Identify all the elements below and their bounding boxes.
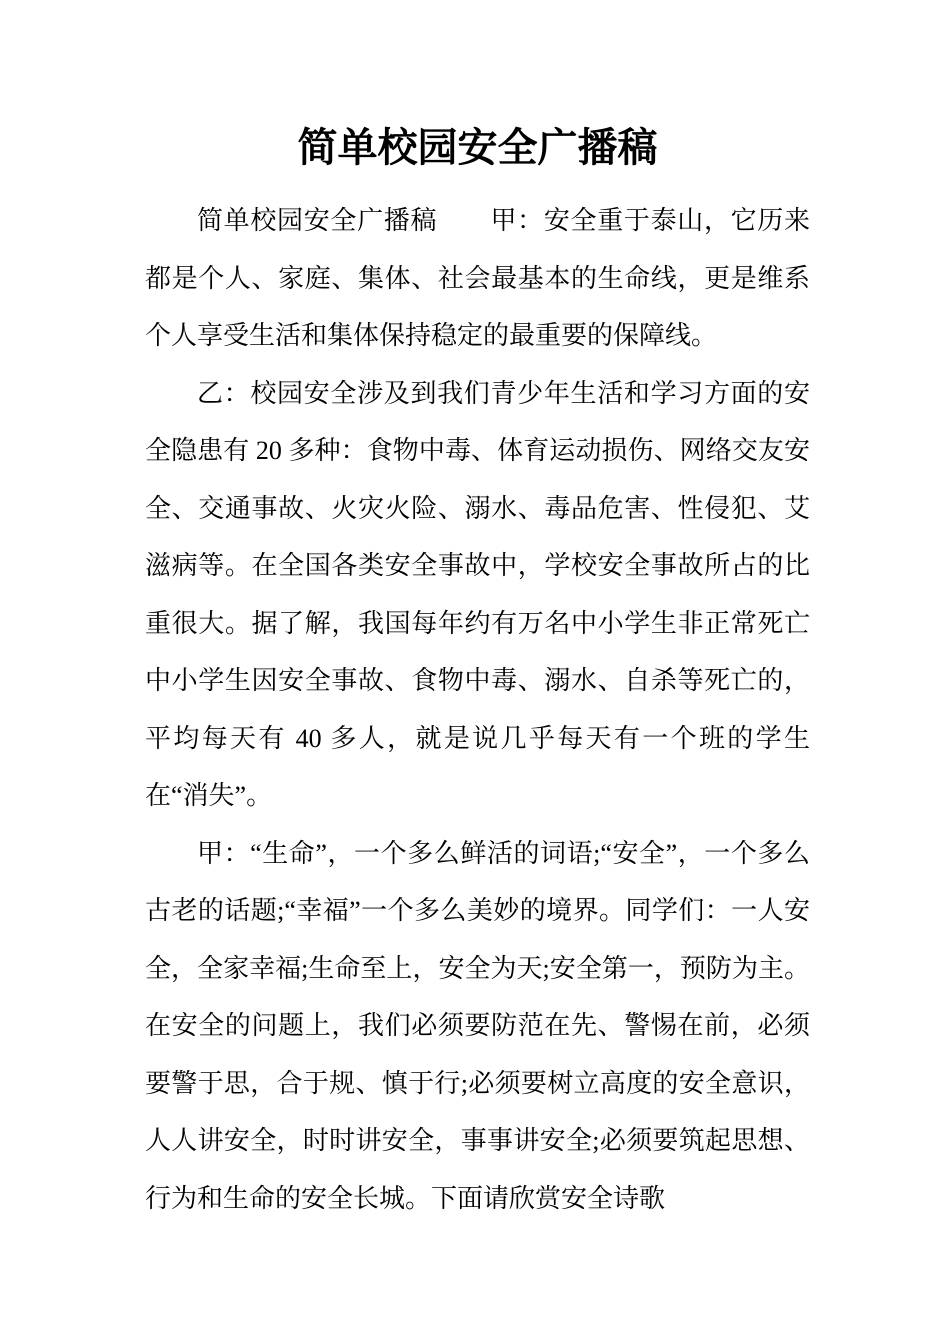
paragraph: 简单校园安全广播稿 甲：安全重于泰山，它历来都是个人、家庭、集体、社会最基本的生命线，更是维系个人享受生活和集体保持稳定的最重要的保障线。: [145, 206, 810, 350]
document-title: 简单校园安全广播稿: [297, 125, 658, 170]
document-body: [145, 192, 810, 1227]
document-content: [145, 122, 810, 1227]
paragraph: 乙：校园安全涉及到我们青少年生活和学习方面的安全隐患有 20 多种：食物中毒、体育运动损伤、网络交友安全、交通事故、火灾火险、溺水、毒品危害、性侵犯、艾滋病等。在全国各类安全事故中，学校安全事故所占的比重很大。据了解，我国每年约有万名中小学生非正常死亡中小学生因安全事故、食物中毒、溺水、自杀等死亡的，平均每天有 40 多人，就是说几乎每天有一个班的学生在“消失”。: [145, 378, 810, 810]
paragraph: 甲：“生命”，一个多么鲜活的词语;“安全”，一个多么古老的话题;“幸福”一个多么美妙的境界。同学们：一人安全，全家幸福;生命至上，安全为天;安全第一，预防为主。在安全的问题上，我们必须要防范在先、警惕在前，必须要警于思，合于规、慎于行;必须要树立高度的安全意识，人人讲安全，时时讲安全，事事讲安全;必须要筑起思想、行为和生命的安全长城。下面请欣赏安全诗歌: [145, 838, 810, 1213]
